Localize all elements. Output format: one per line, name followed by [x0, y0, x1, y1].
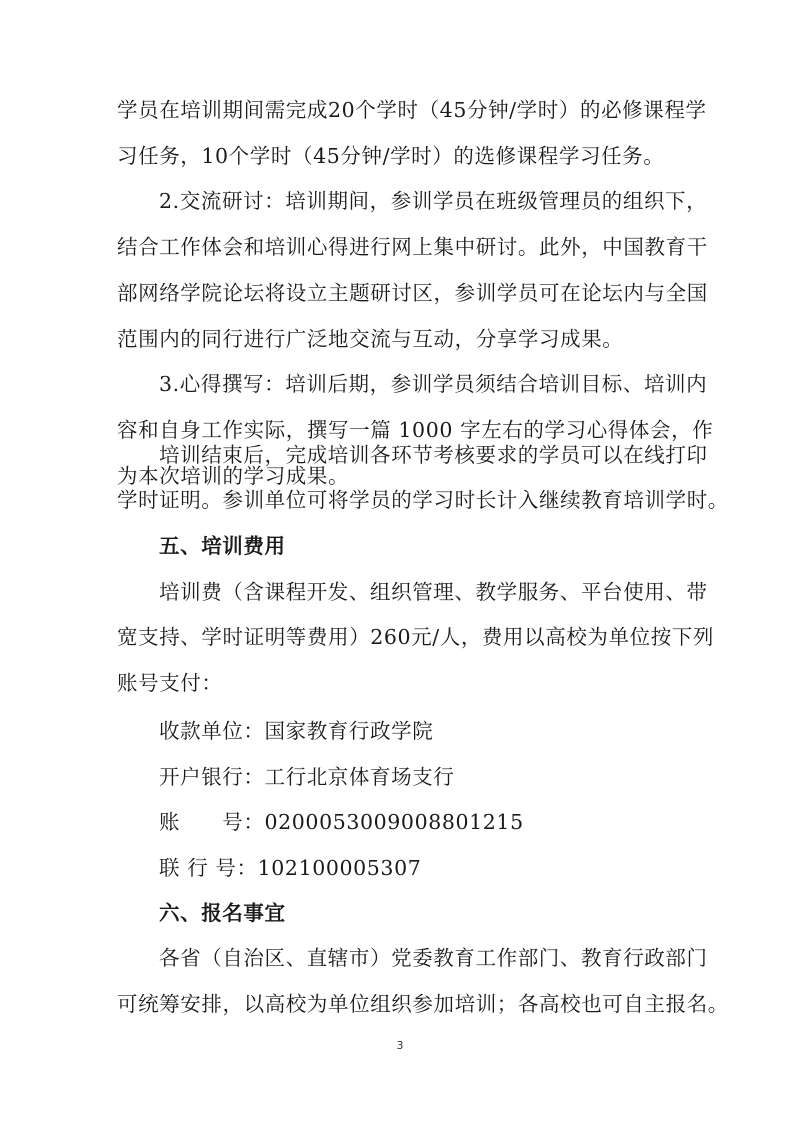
bank-code-line	[159, 852, 421, 884]
account-label: 账 号：	[159, 810, 265, 834]
paragraph-line: 学员在培训期间需完成20个学时（45分钟/学时）的必修课程学	[117, 98, 707, 122]
bank-line: 开户银行：工行北京体育场支行	[159, 765, 455, 789]
paragraph-line: 为本次培训的学习成果。	[117, 464, 350, 488]
section-heading-registration: 六、报名事宜	[159, 901, 286, 925]
paragraph-line: 可统筹安排，以高校为单位组织参加培训；各高校也可自主报名。	[117, 992, 729, 1016]
paragraph-line: 3.心得撰写：培训后期，参训学员须结合培训目标、培训内	[159, 372, 708, 396]
paragraph-line: 习任务，10个学时（45分钟/学时）的选修课程学习任务。	[117, 144, 665, 168]
bank-code-label: 联 行 号：	[159, 856, 258, 880]
paragraph-line: 部网络学院论坛将设立主题研讨区，参训学员可在论坛内与全国	[117, 281, 708, 305]
paragraph-line: 2.交流研讨：培训期间，参训学员在班级管理员的组织下，	[159, 189, 708, 213]
paragraph-line: 宽支持、学时证明等费用）260元/人，费用以高校为单位按下列	[117, 625, 715, 649]
payee-line: 收款单位：国家教育行政学院	[159, 719, 434, 743]
paragraph-line: 培训结束后，完成培训各环节考核要求的学员可以在线打印	[159, 443, 708, 467]
paragraph-line: 结合工作体会和培训心得进行网上集中研讨。此外，中国教育干	[117, 235, 708, 259]
paragraph-line: 容和自身工作实际，撰写一篇 1000 字左右的学习心得体会，作	[117, 418, 714, 442]
paragraph-line: 学时证明。参训单位可将学员的学习时长计入继续教育培训学时。	[117, 488, 729, 512]
account-number: 0200053009008801215	[264, 810, 524, 834]
paragraph-line: 范围内的同行进行广泛地交流与互动，分享学习成果。	[117, 327, 624, 351]
account-line	[159, 806, 524, 838]
paragraph-line: 培训费（含课程开发、组织管理、教学服务、平台使用、带	[159, 580, 708, 604]
page-number: 3	[396, 1039, 404, 1052]
paragraph-line: 账号支付：	[117, 671, 223, 695]
bank-code: 102100005307	[257, 856, 422, 880]
section-heading-fees: 五、培训费用	[159, 534, 286, 558]
paragraph-line: 各省（自治区、直辖市）党委教育工作部门、教育行政部门	[159, 946, 708, 970]
